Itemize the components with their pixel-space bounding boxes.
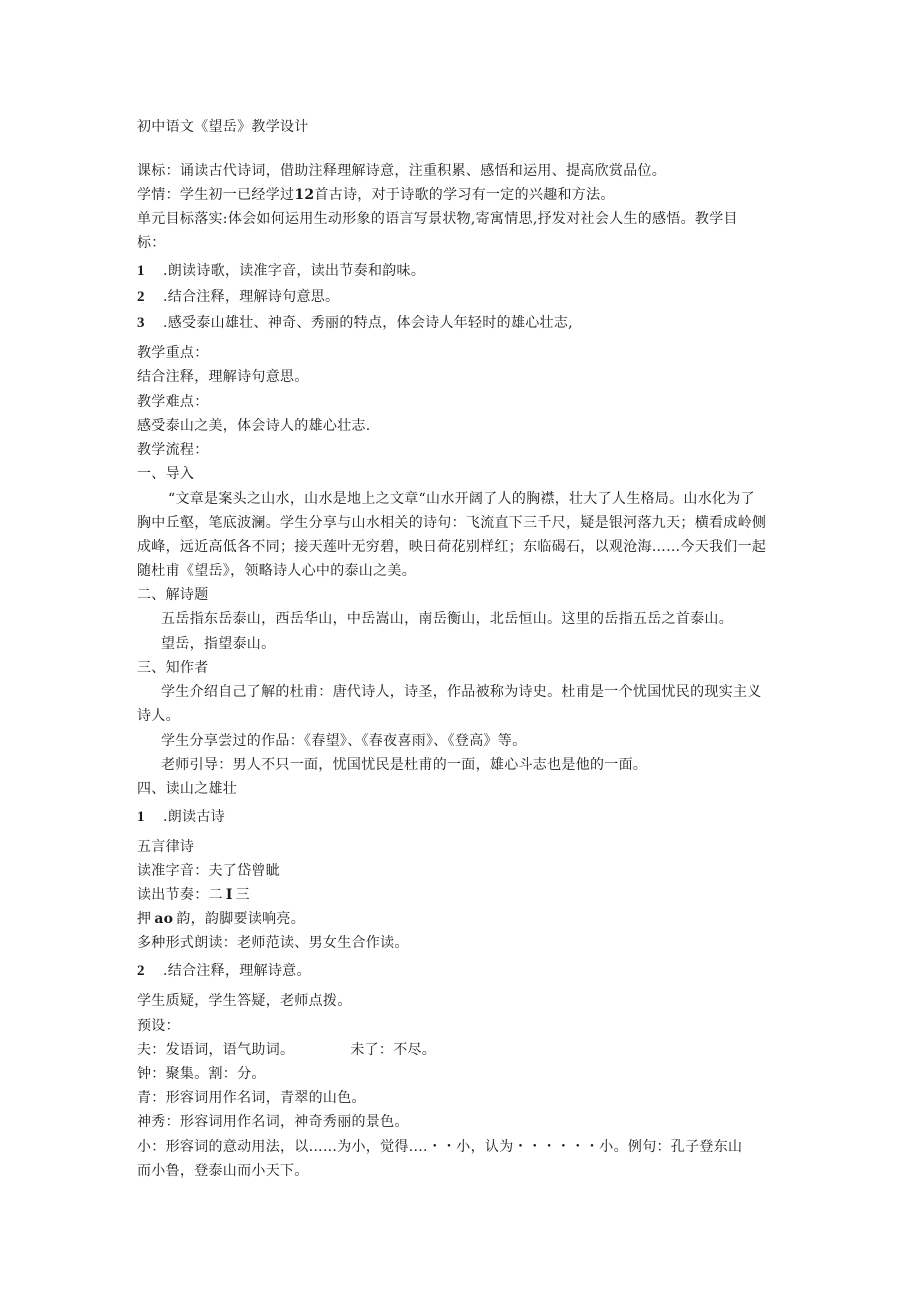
difficult-point: 感受泰山之美，体会诗人的雄心壮志.	[137, 418, 371, 434]
section-3-para-3: 老师引导：男人不只一面，忧国忧民是杜甫的一面，雄心斗志也是他的一面。	[161, 757, 648, 773]
difficult-point-heading: 教学难点：	[137, 394, 209, 410]
note-fu-text: 夫：发语词，语气助词。	[137, 1042, 295, 1058]
page-title: 初中语文《望岳》教学设计	[137, 119, 309, 135]
section-2-heading: 二、解诗题	[137, 587, 209, 603]
section-4-step-2	[137, 962, 311, 980]
step-text: .朗读古诗	[163, 809, 225, 825]
reading-forms: 多种形式朗读：老师范读、男女生合作读。	[137, 935, 409, 951]
rhyme	[137, 910, 305, 928]
note-weiliao: 未了：不尽。	[350, 1042, 437, 1058]
step-number: 1	[137, 809, 145, 825]
goal-number: 3	[137, 315, 145, 331]
rhyme-text-a: 押	[137, 911, 152, 927]
goal-number: 1	[137, 263, 145, 279]
key-point: 结合注释，理解诗句意思。	[137, 369, 309, 385]
goal-item-3	[137, 314, 573, 332]
unit-goal-line-1: 单元目标落实:体会如何运用生动形象的语言写景状物,寄寓情思,抒发对社会人生的感悟。教学目	[137, 211, 738, 227]
question-answer: 学生质疑，学生答疑，老师点拨。	[137, 993, 352, 1009]
section-3-heading: 三、知作者	[137, 660, 209, 676]
note-shenxiu: 神秀：形容词用作名词，神奇秀丽的景色。	[137, 1114, 409, 1130]
pronunciation: 读准字音：夫了岱曾眦	[137, 863, 280, 879]
note-qing: 青：形容词用作名词，青翠的山色。	[137, 1090, 366, 1106]
goal-item-1	[137, 262, 425, 280]
student-situation	[137, 186, 615, 204]
section-4-step-1	[137, 808, 225, 826]
note-xiao-line-1: 小：形容词的意动用法，以……为小，觉得....・・小，认为・・・・・・小。例句：孔子登东山	[137, 1139, 743, 1155]
goal-number: 2	[137, 289, 145, 305]
section-3-para-2: 学生分享尝过的作品：《春望》、《春夜喜雨》、《登高》等。	[161, 733, 527, 749]
poem-form: 五言律诗	[137, 839, 195, 855]
section-2-para-2: 望岳，指望泰山。	[161, 636, 276, 652]
key-point-heading: 教学重点：	[137, 345, 209, 361]
section-4-heading: 四、读山之雄壮	[137, 781, 238, 797]
student-situation-number: 12	[294, 187, 315, 203]
goal-text: .朗读诗歌，读准字音，读出节奏和韵味。	[163, 263, 426, 279]
note-fu	[137, 1041, 436, 1059]
student-situation-text-a: 学情：学生初一已经学过	[137, 187, 295, 203]
rhythm-text-c: 三	[235, 887, 250, 903]
section-1-para-line: 随杜甫《望岳》，领略诗人心中的泰山之美。	[137, 563, 416, 579]
note-xiao-line-2: 而小鲁，登泰山而小天下。	[137, 1163, 309, 1179]
unit-goal-line-2: 标：	[137, 235, 166, 251]
section-1-para-line: 胸中丘壑，笔底波澜。学生分享与山水相关的诗句：飞流直下三千尺，疑是银河落九天；横看成岭侧	[137, 515, 767, 531]
section-1-para-line: 成峰，远近高低各不同；接天莲叶无穷碧，映日荷花别样红；东临碣石，以观沧海……今天我们一起	[137, 539, 767, 555]
rhythm-divider: I	[225, 887, 233, 903]
curriculum-standard: 课标：诵读古代诗词，借助注释理解诗意，注重积累、感悟和运用、提高欣赏品位。	[137, 163, 667, 179]
section-1-heading: 一、导入	[137, 466, 195, 482]
step-text: .结合注释，理解诗意。	[163, 963, 311, 979]
goal-text: .感受泰山雄壮、神奇、秀丽的特点，体会诗人年轻时的雄心壮志,	[163, 315, 573, 331]
rhyme-text-c: 韵，韵脚要读响亮。	[176, 911, 306, 927]
rhythm-text-a: 读出节奏：二	[137, 887, 223, 903]
section-1-para-line: “文章是案头之山水，山水是地上之文章“山水开阔了人的胸襟，壮大了人生格局。山水化为了	[168, 491, 755, 507]
section-2-para-1: 五岳指东岳泰山，西岳华山，中岳嵩山，南岳衡山，北岳恒山。这里的岳指五岳之首泰山。	[161, 611, 733, 627]
process-heading: 教学流程：	[137, 442, 209, 458]
note-zhong: 钟：聚集。割：分。	[137, 1066, 266, 1082]
goal-text: .结合注释，理解诗句意思。	[163, 289, 340, 305]
rhythm	[137, 886, 250, 904]
preset-heading: 预设：	[137, 1018, 180, 1034]
rhyme-sound: ao	[154, 911, 174, 927]
section-3-para-1b: 诗人。	[137, 708, 180, 724]
section-3-para-1a: 学生介绍自己了解的杜甫：唐代诗人，诗圣，作品被称为诗史。杜甫是一个忧国忧民的现实主义	[161, 684, 762, 700]
goal-item-2	[137, 288, 339, 306]
student-situation-text-b: 首古诗，对于诗歌的学习有一定的兴趣和方法。	[314, 187, 615, 203]
step-number: 2	[137, 963, 145, 979]
